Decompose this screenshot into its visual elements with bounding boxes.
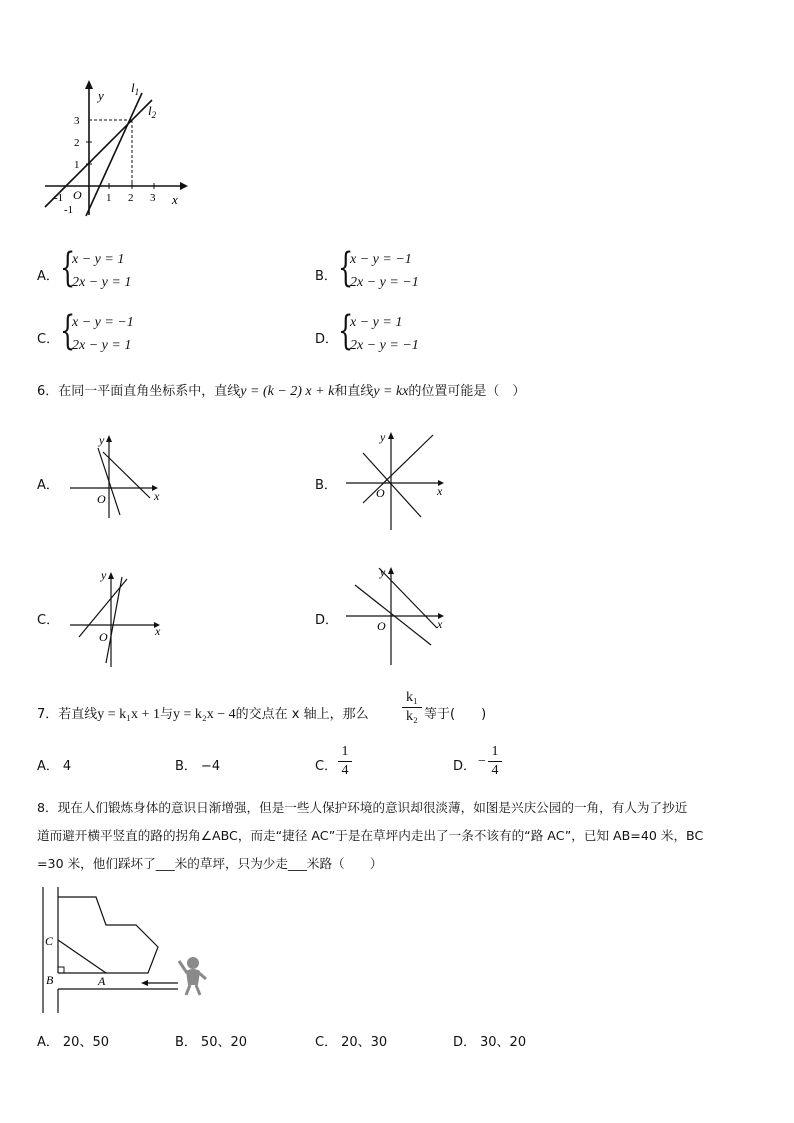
svg-text:y: y [380,430,386,444]
q6-option-b-letter[interactable]: B． [315,478,337,493]
q8-option-d[interactable]: D． 30、20 [453,1035,527,1050]
x-axis-arrow [180,182,188,190]
svg-text:x: x [154,489,160,503]
y-axis-label: y [98,88,104,103]
l1-label: $l_1$ [131,80,140,97]
origin-label: O [73,188,82,202]
q5-option-d-eq2: 2x − y = −1 [350,338,419,353]
q5-graph [40,75,200,220]
q8-option-c[interactable]: C． 20、30 [315,1035,388,1050]
q5-option-c-system: { x − y = −1 2x − y = 1 [60,308,134,354]
svg-text:y: y [101,568,107,582]
line-l1 [86,93,142,216]
q5-option-d-system: { x − y = 1 2x − y = −1 [338,308,419,354]
q8-option-b[interactable]: B． 50、20 [175,1035,248,1050]
lawn-outline [58,897,158,973]
q8-option-a[interactable]: A． 20、50 [37,1035,109,1050]
q8-figure [38,885,218,1015]
svg-text:O: O [376,486,385,500]
y-tick-2: 2 [74,137,80,149]
q5-option-d-letter[interactable]: D． [315,332,339,347]
q7-stem-end: 等于( ) [424,707,487,722]
x-tick-2: 2 [128,192,134,204]
q7-stem-fraction: k₁ k₂ [402,690,422,725]
q8-stem-line2: 道而避开横平竖直的路的拐角∠ABC，而走“捷径 AC”于是在草坪内走出了一条不该有的“路 AC”，已知 AB=40 米，BC [37,828,704,843]
q7-option-c-letter[interactable]: C． [315,759,338,774]
q5-option-a-eq1: x − y = 1 [72,252,125,267]
q7-option-b[interactable]: B． −4 [175,759,221,774]
svg-text:O: O [377,619,386,633]
label-c: C [45,934,54,948]
q5-option-b-eq1: x − y = −1 [350,252,412,267]
q5-option-a-letter[interactable]: A． [37,269,59,284]
label-a: A [98,974,106,988]
q7-stem: 7．若直线y = k₁x + 1与y = k₂x − 4的交点在 x 轴上，那么 [37,707,369,722]
q8-stem-line1: 8．现在人们锻炼身体的意识日渐增强，但是一些人保护环境的意识却很淡薄，如图是兴庆公园的一角，有人为了抄近 [37,800,688,815]
line-l2 [45,100,152,207]
l2-label: $l_2$ [148,103,157,120]
svg-text:x: x [437,617,443,631]
q5-option-b-eq2: 2x − y = −1 [350,275,419,290]
q7-option-d-sign: − [478,754,486,769]
q6-graph-a [65,430,165,520]
svg-text:O: O [99,630,108,644]
q7-option-d-fraction: 1 4 [488,744,502,779]
x-axis-label: x [172,192,178,207]
y-tick-1: 1 [74,159,80,171]
svg-text:x: x [155,624,161,638]
q5-option-b-system: { x − y = −1 2x − y = −1 [338,245,419,291]
q8-stem-line3: =30 米，他们踩坏了___米的草坪，只为少走___米路（ ） [37,856,383,871]
y-axis-arrow [85,80,93,89]
svg-text:O: O [97,492,106,506]
svg-text:y: y [380,565,386,579]
x-tick-3: 3 [150,192,156,204]
q6-graph-d [343,560,453,670]
svg-text:y: y [99,433,105,447]
q5-option-c-eq2: 2x − y = 1 [72,338,132,353]
x-tick-1: 1 [106,192,112,204]
y-tick-neg1: -1 [64,204,74,216]
person-icon [179,957,206,995]
q6-option-a-letter[interactable]: A． [37,478,59,493]
q5-option-a-system: { x − y = 1 2x − y = 1 [60,245,132,291]
q5-option-a-eq2: 2x − y = 1 [72,275,132,290]
q5-option-c-letter[interactable]: C． [37,332,60,347]
q6-graph-b [343,425,453,535]
q5-option-b-letter[interactable]: B． [315,269,337,284]
q5-option-d-eq1: x − y = 1 [350,315,403,330]
path-ac [58,940,106,973]
q6-option-c-letter[interactable]: C． [37,613,60,628]
x-tick-neg1: -1 [54,192,64,204]
q7-option-c-fraction: 1 4 [338,744,352,779]
q6-graph-c [65,565,165,670]
q7-option-d-letter[interactable]: D． [453,759,477,774]
y-tick-3: 3 [74,115,80,127]
q7-option-a[interactable]: A． 4 [37,759,72,774]
q6-stem: 6．在同一平面直角坐标系中，直线y = (k − 2) x + k和直线y = kx的位置可能是（ ） [37,384,526,399]
q6-option-d-letter[interactable]: D． [315,613,339,628]
label-b: B [46,973,54,987]
svg-text:x: x [437,484,443,498]
q5-option-c-eq1: x − y = −1 [72,315,134,330]
